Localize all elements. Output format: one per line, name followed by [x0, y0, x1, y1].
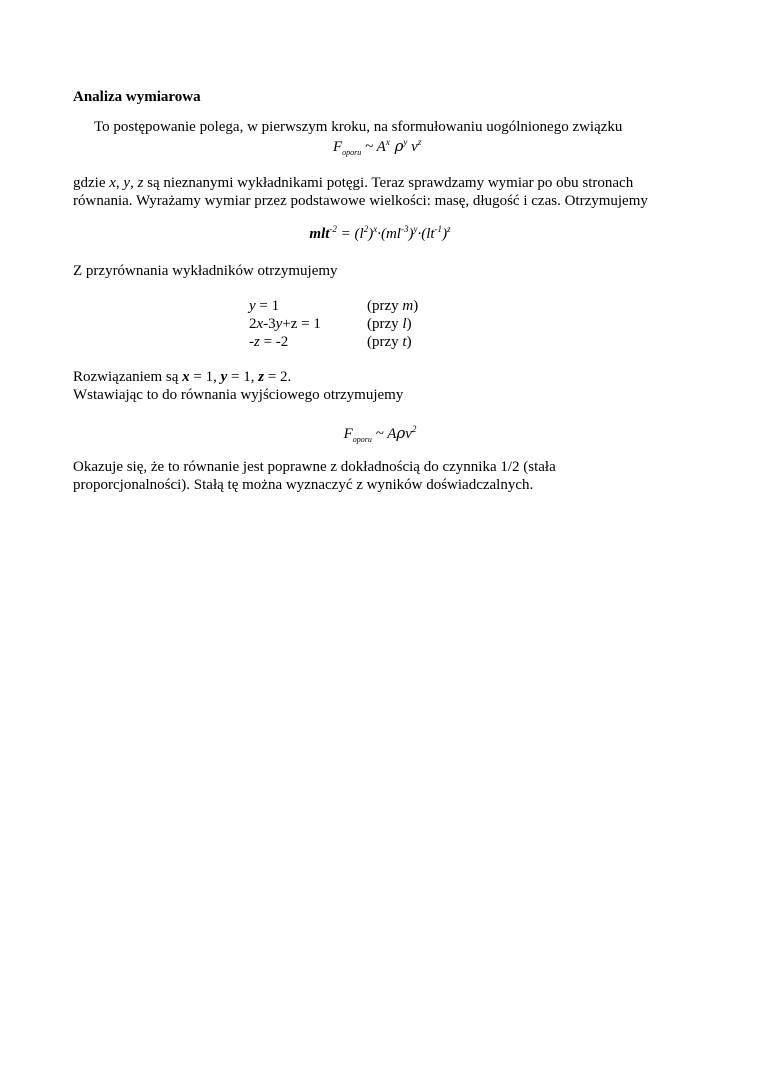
var-z: z	[254, 334, 260, 350]
formula-rho: ρ	[396, 424, 406, 442]
equation-text: = 1	[255, 298, 280, 314]
equation-exponent: 2	[363, 224, 369, 234]
var-y: y	[220, 369, 228, 385]
text-run: ,	[130, 175, 138, 191]
annotation-var: m	[402, 298, 414, 314]
solution-paragraph	[73, 368, 693, 404]
equation-text: )	[442, 226, 448, 242]
formula-text: ~ A	[361, 139, 386, 155]
generalized-relation-formula	[333, 137, 421, 157]
annotation-text: )	[406, 334, 412, 350]
var-x: x	[109, 175, 116, 191]
system-row	[249, 298, 279, 316]
equation-text: = (l	[336, 226, 364, 242]
equation-text: ·(lt	[417, 226, 435, 242]
annotation-text: (przy	[367, 334, 403, 350]
formula-exponent: z	[417, 137, 422, 147]
formula-velocity: v	[407, 139, 418, 155]
text-run: Rozwiązaniem są	[73, 369, 183, 385]
exponent-comparison-paragraph: Z przyrównania wykładników otrzymujemy	[73, 263, 338, 279]
formula-symbol: F	[343, 426, 353, 442]
equation-text: -	[249, 334, 254, 350]
formula-subscript: oporu	[352, 435, 372, 444]
equation-text: 2	[249, 316, 257, 332]
dimension-equation	[0, 226, 760, 243]
var-x: x	[182, 369, 190, 385]
equation-exponent: -2	[329, 224, 337, 234]
text-run: = 1,	[227, 369, 259, 385]
text-run: są nieznanymi wykładnikami potęgi. Teraz sprawdzamy wymiar po obu stronach	[143, 175, 634, 191]
annotation-text: )	[406, 316, 412, 332]
text-run: gdzie	[73, 175, 110, 191]
equation-text: )	[368, 226, 374, 242]
section-title: Analiza wymiarowa	[73, 89, 201, 105]
annotation-text: (przy	[367, 298, 403, 314]
annotation-text: )	[413, 298, 419, 314]
formula-rho: ρ	[389, 137, 404, 155]
text-run: równania. Wyrażamy wymiar przez podstawowe wielkości: masę, długość i czas. Otrzymujemy	[73, 193, 648, 209]
text-run: ,	[115, 175, 124, 191]
formula-exponent: y	[403, 137, 408, 147]
equation-exponent: x	[373, 224, 378, 234]
formula-velocity: v	[405, 426, 412, 442]
var-y: y	[249, 298, 256, 314]
equation-text: +z = 1	[282, 316, 321, 332]
conclusion-paragraph	[73, 458, 693, 494]
formula-text: ~ A	[371, 426, 397, 442]
formula-exponent: x	[385, 137, 390, 147]
var-z: z	[137, 175, 144, 191]
equation-exponent: y	[413, 224, 418, 234]
system-row	[249, 334, 288, 352]
equation-lhs: mlt	[309, 226, 330, 242]
equation-text: -3	[263, 316, 276, 332]
annotation-var: l	[402, 316, 407, 332]
system-row	[249, 316, 321, 334]
var-y: y	[123, 175, 131, 191]
var-x: x	[256, 316, 264, 332]
formula-symbol: F	[333, 139, 343, 155]
system-annotation	[367, 334, 412, 351]
equation-text: ·(ml	[377, 226, 401, 242]
system-annotation	[367, 316, 412, 333]
var-y: y	[275, 316, 283, 332]
equation-exponent: z	[447, 224, 451, 234]
equation-exponent: -1	[434, 224, 443, 234]
formula-subscript: oporu	[342, 148, 362, 157]
text-run: Wstawiając to do równania wyjściowego otrzymujemy	[73, 387, 404, 403]
explanation-paragraph	[73, 174, 693, 210]
equation-text: = -2	[259, 334, 289, 350]
final-formula	[0, 424, 760, 444]
var-z: z	[258, 369, 265, 385]
text-run: = 2.	[264, 369, 292, 385]
equation-text: )	[408, 226, 414, 242]
system-annotation	[367, 298, 418, 315]
equation-exponent: -3	[400, 224, 409, 234]
text-run: Okazuje się, że to równanie jest poprawne z dokładnością do czynnika 1/2 (stała	[73, 459, 556, 475]
text-run: = 1,	[189, 369, 221, 385]
formula-exponent: 2	[411, 424, 417, 434]
annotation-text: (przy	[367, 316, 403, 332]
text-run: proporcjonalności). Stałą tę można wyznaczyć z wyników doświadczalnych.	[73, 477, 534, 493]
annotation-var: t	[402, 334, 407, 350]
intro-paragraph: To postępowanie polega, w pierwszym kroku, na sformułowaniu uogólnionego związku	[94, 119, 623, 135]
